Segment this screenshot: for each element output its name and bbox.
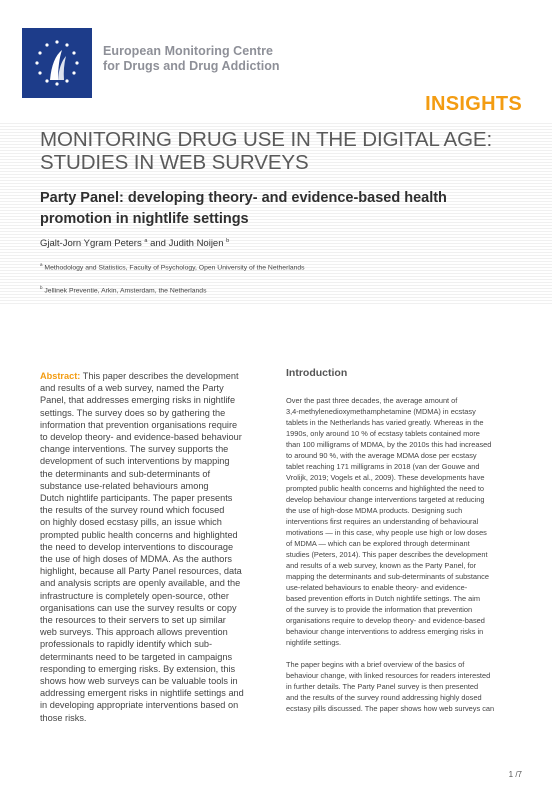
affiliation-a <box>40 262 305 271</box>
text-line: those risks. <box>40 712 87 723</box>
paragraph-gap <box>286 648 531 659</box>
text-line: information that prevention organisations require <box>40 419 238 430</box>
text-line: tablet reaching 171 milligrams in 2018 (van der Gouwe and <box>286 462 480 471</box>
text-line: nightlife settings. <box>286 638 342 647</box>
affiliation-b-sup: b <box>40 285 43 290</box>
text-line: to develop theory- and evidence-based behaviour <box>40 432 242 443</box>
authors-and: and <box>150 238 166 250</box>
abstract-label: Abstract: <box>40 371 81 381</box>
text-line: motivations — in this case, why people use high or low doses <box>286 528 487 537</box>
text-line: infrastructure is completely open-source, other <box>40 590 229 601</box>
org-name-line-1: European Monitoring Centre <box>103 44 274 58</box>
emcdda-logo-icon <box>22 28 92 98</box>
abstract-first-line-text: This paper describes the development <box>80 371 239 381</box>
org-name-line-2: for Drugs and Drug Addiction <box>103 59 280 73</box>
text-line: prompted public health concerns and highlighted <box>40 529 238 540</box>
text-line: mapping the determinants and sub-determinants of substance <box>286 572 489 581</box>
insights-label: INSIGHTS <box>425 93 522 115</box>
text-line: 3,4-methylenedioxymethamphetamine (MDMA) in ecstasy <box>286 407 476 416</box>
text-line: the use of high-dose MDMA products. Designing such <box>286 506 463 515</box>
text-line: highlight, because all Party Panel resources, data <box>40 566 242 577</box>
text-line: the use of high doses of MDMA. As the authors <box>40 554 233 565</box>
text-line: the determinants and sub-determinants of <box>40 468 211 479</box>
text-line: in developing appropriate interventions based on <box>40 700 239 711</box>
abstract-first-line <box>40 370 255 382</box>
text-line: addressing emergent risks in nightlife settings and <box>40 688 244 699</box>
introduction-heading: Introduction <box>286 367 348 379</box>
affiliation-a-text: Methodology and Statistics, Faculty of Psychology, Open University of the Netherlands <box>44 264 305 272</box>
text-line: on highly dosed ecstasy pills, an issue which <box>40 517 222 528</box>
text-line: substance use-related behaviours among <box>40 480 209 491</box>
text-line: to around 90 %, with the average MDMA dose per ecstasy <box>286 451 477 460</box>
text-line: the resources to their servers to set up similar <box>40 615 226 626</box>
text-line: the results of the survey round which focused <box>40 505 225 516</box>
text-line: 1990s, only around 10 % of ecstasy tablets contained more <box>286 429 480 438</box>
text-line: responding to emerging risks. By extension, this <box>40 663 236 674</box>
text-line: and results of a web survey, known as the Party Panel, for <box>286 561 477 570</box>
text-line: develop behaviour change interventions targeted at reducing <box>286 495 485 504</box>
text-line: tablets in the Netherlands has varied greatly. Whereas in the <box>286 418 484 427</box>
text-line: use-related behaviours to enable theory- and evidence- <box>286 583 468 592</box>
article-subtitle <box>40 188 540 230</box>
text-line: ecstasy pills discussed. The paper shows how web surveys can <box>286 704 495 713</box>
text-line: and the results of the survey round addressing highly dosed <box>286 693 482 702</box>
text-line: change interventions. The survey supports the <box>40 444 229 455</box>
text-line: behaviour change interventions to address emerging risks in <box>286 627 484 636</box>
text-line: shows how web surveys can be valuable tools in <box>40 676 238 687</box>
page-title <box>40 128 540 174</box>
text-line: based prevention efforts in Dutch nightlife settings. The aim <box>286 594 481 603</box>
subtitle-line-1: Party Panel: developing theory- and evidence-based health <box>40 190 447 206</box>
text-line: the need to develop interventions to discourage <box>40 541 234 552</box>
text-line: development of such interventions by mapping <box>40 456 230 467</box>
introduction-paragraph-2 <box>286 659 531 714</box>
text-line: prompted public health concerns and highlighted the need to <box>286 484 485 493</box>
text-line: studies (Peters, 2014). This paper describes the development <box>286 550 488 559</box>
text-line: Vrolijk, 2019; Vogels et al., 2009). These developments have <box>286 473 485 482</box>
author-2: Judith Noijen <box>168 238 224 250</box>
text-line: than 100 milligrams of MDMA, by the 2010s this had increased <box>286 440 492 449</box>
text-line: web surveys. This approach allows prevention <box>40 627 228 638</box>
text-line: of the survey is to provide the information that prevention <box>286 605 473 614</box>
text-line: Over the past three decades, the average amount of <box>286 396 458 405</box>
abstract-body <box>40 382 255 724</box>
text-line: of MDMA — which can be explored through determinant <box>286 539 470 548</box>
text-line: organisations can use the survey results or copy <box>40 602 237 613</box>
authors <box>40 238 229 249</box>
text-line: behaviour change, with linked resources for readers interested <box>286 671 491 680</box>
abstract <box>40 370 255 724</box>
affiliation-a-sup: a <box>40 262 43 267</box>
page-title-line-2: STUDIES IN WEB SURVEYS <box>40 151 309 174</box>
page-title-line-1: MONITORING DRUG USE IN THE DIGITAL AGE: <box>40 128 493 151</box>
text-line: organisations require to develop theory- and evidence-based <box>286 616 485 625</box>
subtitle-line-2: promotion in nightlife settings <box>40 211 249 227</box>
text-line: interventions first requires an understanding of behavioural <box>286 517 479 526</box>
text-line: Dutch nightlife participants. The paper presents <box>40 493 233 504</box>
affiliation-b <box>40 285 206 294</box>
text-line: determinants need to be targeted in campaigns <box>40 651 233 662</box>
text-line: in further details. The Party Panel survey is then presented <box>286 682 479 691</box>
introduction <box>286 367 531 714</box>
org-name <box>103 44 280 74</box>
affiliation-b-text: Jellinek Preventie, Arkin, Amsterdam, the Netherlands <box>44 287 207 295</box>
introduction-paragraph-1 <box>286 395 531 648</box>
text-line: professionals to rapidly identify which sub- <box>40 639 213 650</box>
text-line: and analysis scripts are openly available, and the <box>40 578 241 589</box>
author-1: Gjalt-Jorn Ygram Peters <box>40 238 142 250</box>
text-line: settings. The survey does so by gathering the <box>40 407 226 418</box>
text-line: Panel, that addresses emerging risks in nightlife <box>40 395 236 406</box>
author-2-sup: b <box>226 238 230 244</box>
text-line: and results of a web survey, named the Party <box>40 383 224 394</box>
page-number: 1 /7 <box>508 770 522 779</box>
text-line: The paper begins with a brief overview of the basics of <box>286 660 465 669</box>
author-1-sup: a <box>144 238 148 244</box>
